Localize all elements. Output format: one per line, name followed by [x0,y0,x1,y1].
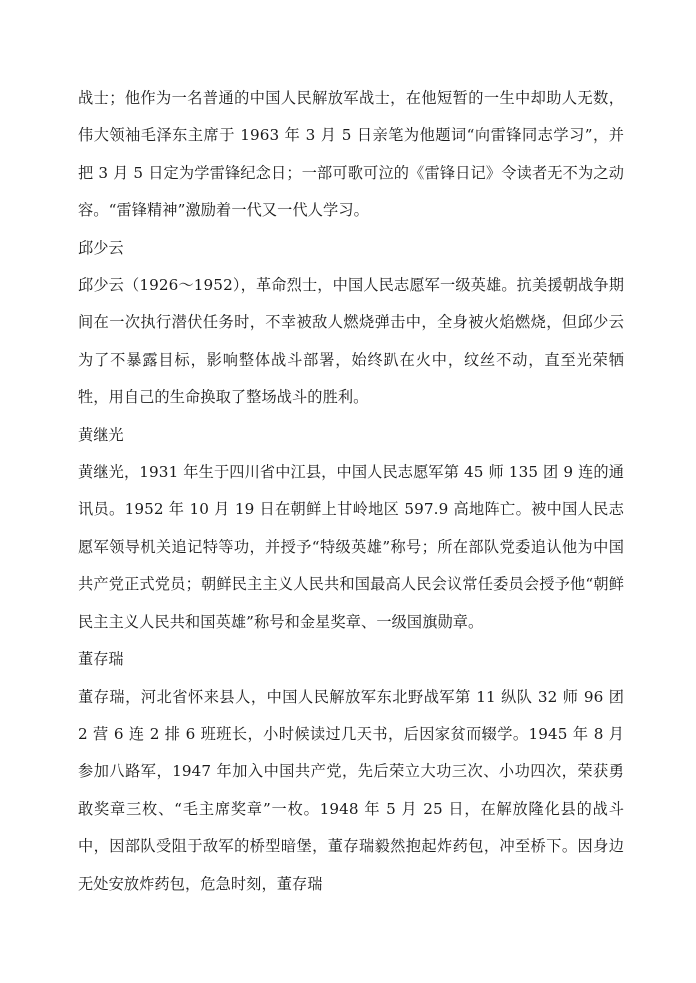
heading-qiu-shaoyun: 邱少云 [78,238,124,257]
heading-dong-cunrui: 董存瑞 [78,650,124,669]
heading-huang-jiguang: 黄继光 [78,425,124,444]
paragraph-lei-feng: 战士；他作为一名普通的中国人民解放军战士，在他短暂的一生中却助人无数，伟大领袖毛泽东主席于 1963 年 3 月 5 日亲笔为他题词“向雷锋同志学习”，并把 3 月 5 日定为学雷锋纪念日；一部可歌可泣的《雷锋日记》令读者无不为之动容。“雷锋精神”激励着一代又一代人学习。 [78,89,624,220]
paragraph-huang-jiguang: 黄继光，1931 年生于四川省中江县，中国人民志愿军第 45 师 135 团 9 连的通讯员。1952 年 10 月 19 日在朝鲜上甘岭地区 597.9 高地阵亡。被中国人民志愿军领导机关追记特等功，并授予“特级英雄”称号；所在部队党委追认他为中国共产党正式党员；朝鲜民主主义人民共和国最高人民会议常任委员会授予他“朝鲜民主主义人民共和国英雄”称号和金星奖章、一级国旗勋章。 [78,463,624,631]
document-page [78,80,624,903]
paragraph-qiu-shaoyun: 邱少云（1926～1952），革命烈士，中国人民志愿军一级英雄。抗美援朝战争期间在一次执行潜伏任务时，不幸被敌人燃烧弹击中，全身被火焰燃烧，但邱少云为了不暴露目标，影响整体战斗部署，始终趴在火中，纹丝不动，直至光荣牺牲，用自己的生命换取了整场战斗的胜利。 [78,276,624,407]
paragraph-dong-cunrui: 董存瑞，河北省怀来县人，中国人民解放军东北野战军第 11 纵队 32 师 96 团 2 营 6 连 2 排 6 班班长，小时候读过几天书，后因家贫而辍学。1945 年 8 月参加八路军，1947 年加入中国共产党，先后荣立大功三次、小功四次，荣获勇敢奖章三枚、“毛主席奖章”一枚。1948 年 5 月 25 日，在解放隆化县的战斗中，因部队受阻于敌军的桥型暗堡，董存瑞毅然抱起炸药包，冲至桥下。因身边无处安放炸药包，危急时刻，董存瑞 [78,687,624,893]
